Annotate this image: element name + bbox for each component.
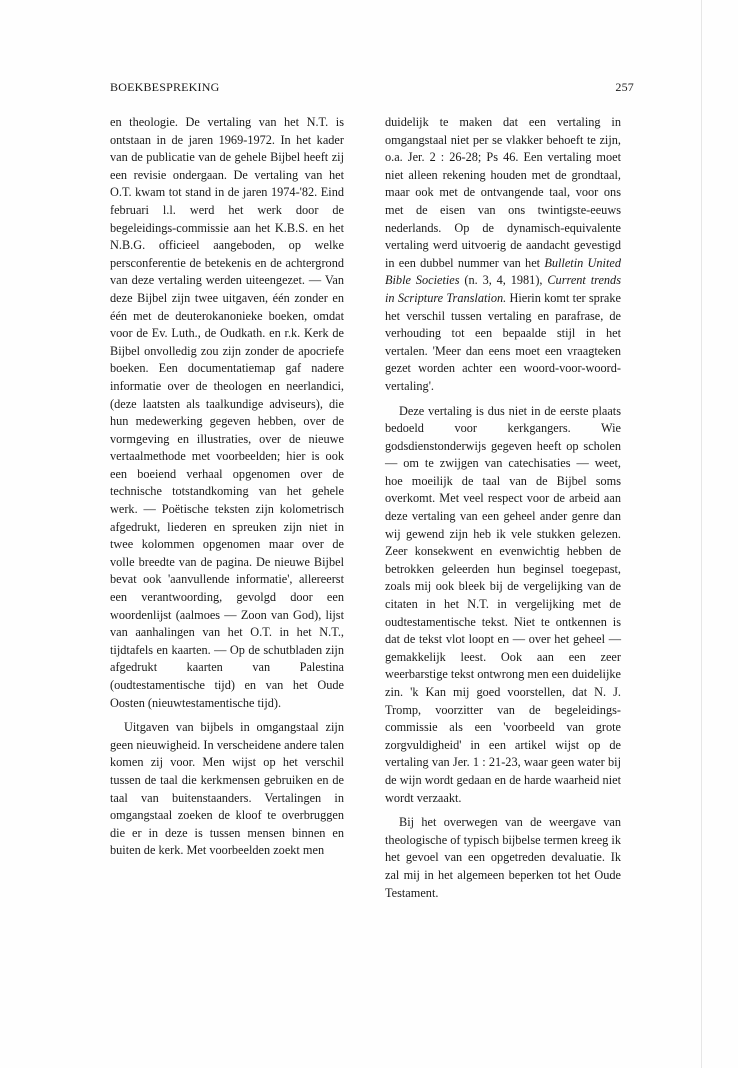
page-edge-shadow xyxy=(701,0,702,1068)
right-p1-text-b: (n. 3, 4, 1981), xyxy=(459,273,548,288)
right-p1-text-a: duidelijk te maken dat een vertaling in omgangstaal niet per se vlakker behoeft te zijn, o.a. Jer. 2 : 26-28; Ps 46. Een vertaling moet niet alleen rekening houden met de grondtaal, maar ook met de ontvangende taal, voor ons met de eisen van ons twintigste-eeuws nederlands. Op de dynamisch-equivalente vertaling werd uitvoerig de aandacht gevestigd in een dubbel nummer van het xyxy=(385,115,621,270)
right-paragraph-3: Bij het overwegen van de weergave van theologische of typisch bijbelse termen kreeg ik het gevoel van een opgetreden devaluatie. Ik zal mij in het algemeen beperken tot het Oude Testament. xyxy=(385,815,621,900)
journal-title-italic: Bulletin United Bible Societies xyxy=(385,255,621,288)
left-paragraph-1: en theologie. De vertaling van het N.T. is ontstaan in de jaren 1969-1972. In het kader van de publicatie van de gehele Bijbel heeft zij een revisie ondergaan. De vertaling van het O.T. kwam tot stand in de jaren 1974-'82. Eind februari l.l. werd het werk door de begeleidings-commissie aan het K.B.S. en het N.B.G. officieel aangeboden, op welke persconferentie de betekenis en de achtergrond van deze vertaling werden uiteengezet. — Van deze Bijbel zijn twee uitgaven, één zonder en één met de deuterokanonieke boeken, omdat voor de Ev. Luth., de Oudkath. en r.k. Kerk de Bijbel onvolledig zou zijn zonder de apocriefe boeken. Een documentatiemap gaf nadere informatie over de theologen en neerlandici, (deze laatsten als taalkundige adviseurs), die hun medewerking gegeven hebben, over de vormgeving en illustraties, over de nieuwe vertaalmethode met voorbeelden; hier is ook een boeiend verhaal opgenomen over de technische totstandkoming van het gehele werk. — Poëtische teksten zijn kolometrisch afgedrukt, liederen en spreuken zijn niet in twee kolommen opgenomen maar over de volle breedte van de pagina. De nieuwe Bijbel bevat ook 'aanvullende informatie', allereerst een verantwoording, gevolgd door een woordenlijst (aalmoes — Zoon van God), lijst van aanhalingen van het O.T. in het N.T., tijdtafels en kaarten. — Op de schutbladen zijn afgedrukt kaarten van Palestina (oudtestamentische tijd) en van het Oude Oosten (nieuwtestamentische tijd). xyxy=(110,115,344,710)
right-p1-text-c: Hierin komt ter sprake het verschil tussen vertaling en parafrase, de verhouding tot een bepaalde stijl in het vertalen. 'Meer dan eens moet een vraagteken gezet worden achter een woord-voor-woord-vertaling'. xyxy=(385,290,621,393)
section-title: BOEKBESPREKING xyxy=(110,80,220,94)
left-paragraph-2: Uitgaven van bijbels in omgangstaal zijn geen nieuwigheid. In verscheidene andere talen komen zij voor. Men wijst op het verschil tussen de taal die kerkmensen gebruiken en de taal van buitenstaanders. Vertalingen in omgangstaal zoeken de kloof te overbruggen die er in deze is tussen mensen binnen en buiten de kerk. Met voorbeelden zoekt men xyxy=(110,720,344,858)
right-paragraph-2: Deze vertaling is dus niet in de eerste plaats bedoeld voor kerkgangers. Wie godsdienstonderwijs gegeven heeft op scholen — om te zwijgen van catechisaties — weet, hoe moeilijk de taal van de Bijbel soms overkomt. Met veel respect voor de arbeid aan deze vertaling van een geheel ander genre dan wij gewend zijn heb ik vele stukken gelezen. Zeer konsekwent en evenwichtig hebben de betrokken geleerden hun beginsel toegepast, zoals mij ook bleek bij de vergelijking van de citaten in het N.T. in vergelijking met de oudtestamentische tekst. Niet te ontkennen is dat de tekst vlot loopt en — over het geheel — gemakkelijk leest. Ook aan een zeer weerbarstige tekst ontwrong men een duidelijke zin. 'k Kan mij goed voorstellen, dat N. J. Tromp, voorzitter van de begeleidings-commissie als een 'voorbeeld van grote zorgvuldigheid' in een artikel wijst op de vertaling van Jer. 1 : 21-23, waar geen water bij de wijn wordt gedaan en de harde waarheid niet wordt verzaakt. xyxy=(385,403,621,805)
right-paragraph-1 xyxy=(385,114,621,396)
running-head xyxy=(110,80,634,98)
right-column xyxy=(385,114,621,902)
left-column xyxy=(110,114,344,860)
article-title-italic: Current trends in Scripture Translation. xyxy=(385,273,621,305)
page-number: 257 xyxy=(615,80,634,94)
